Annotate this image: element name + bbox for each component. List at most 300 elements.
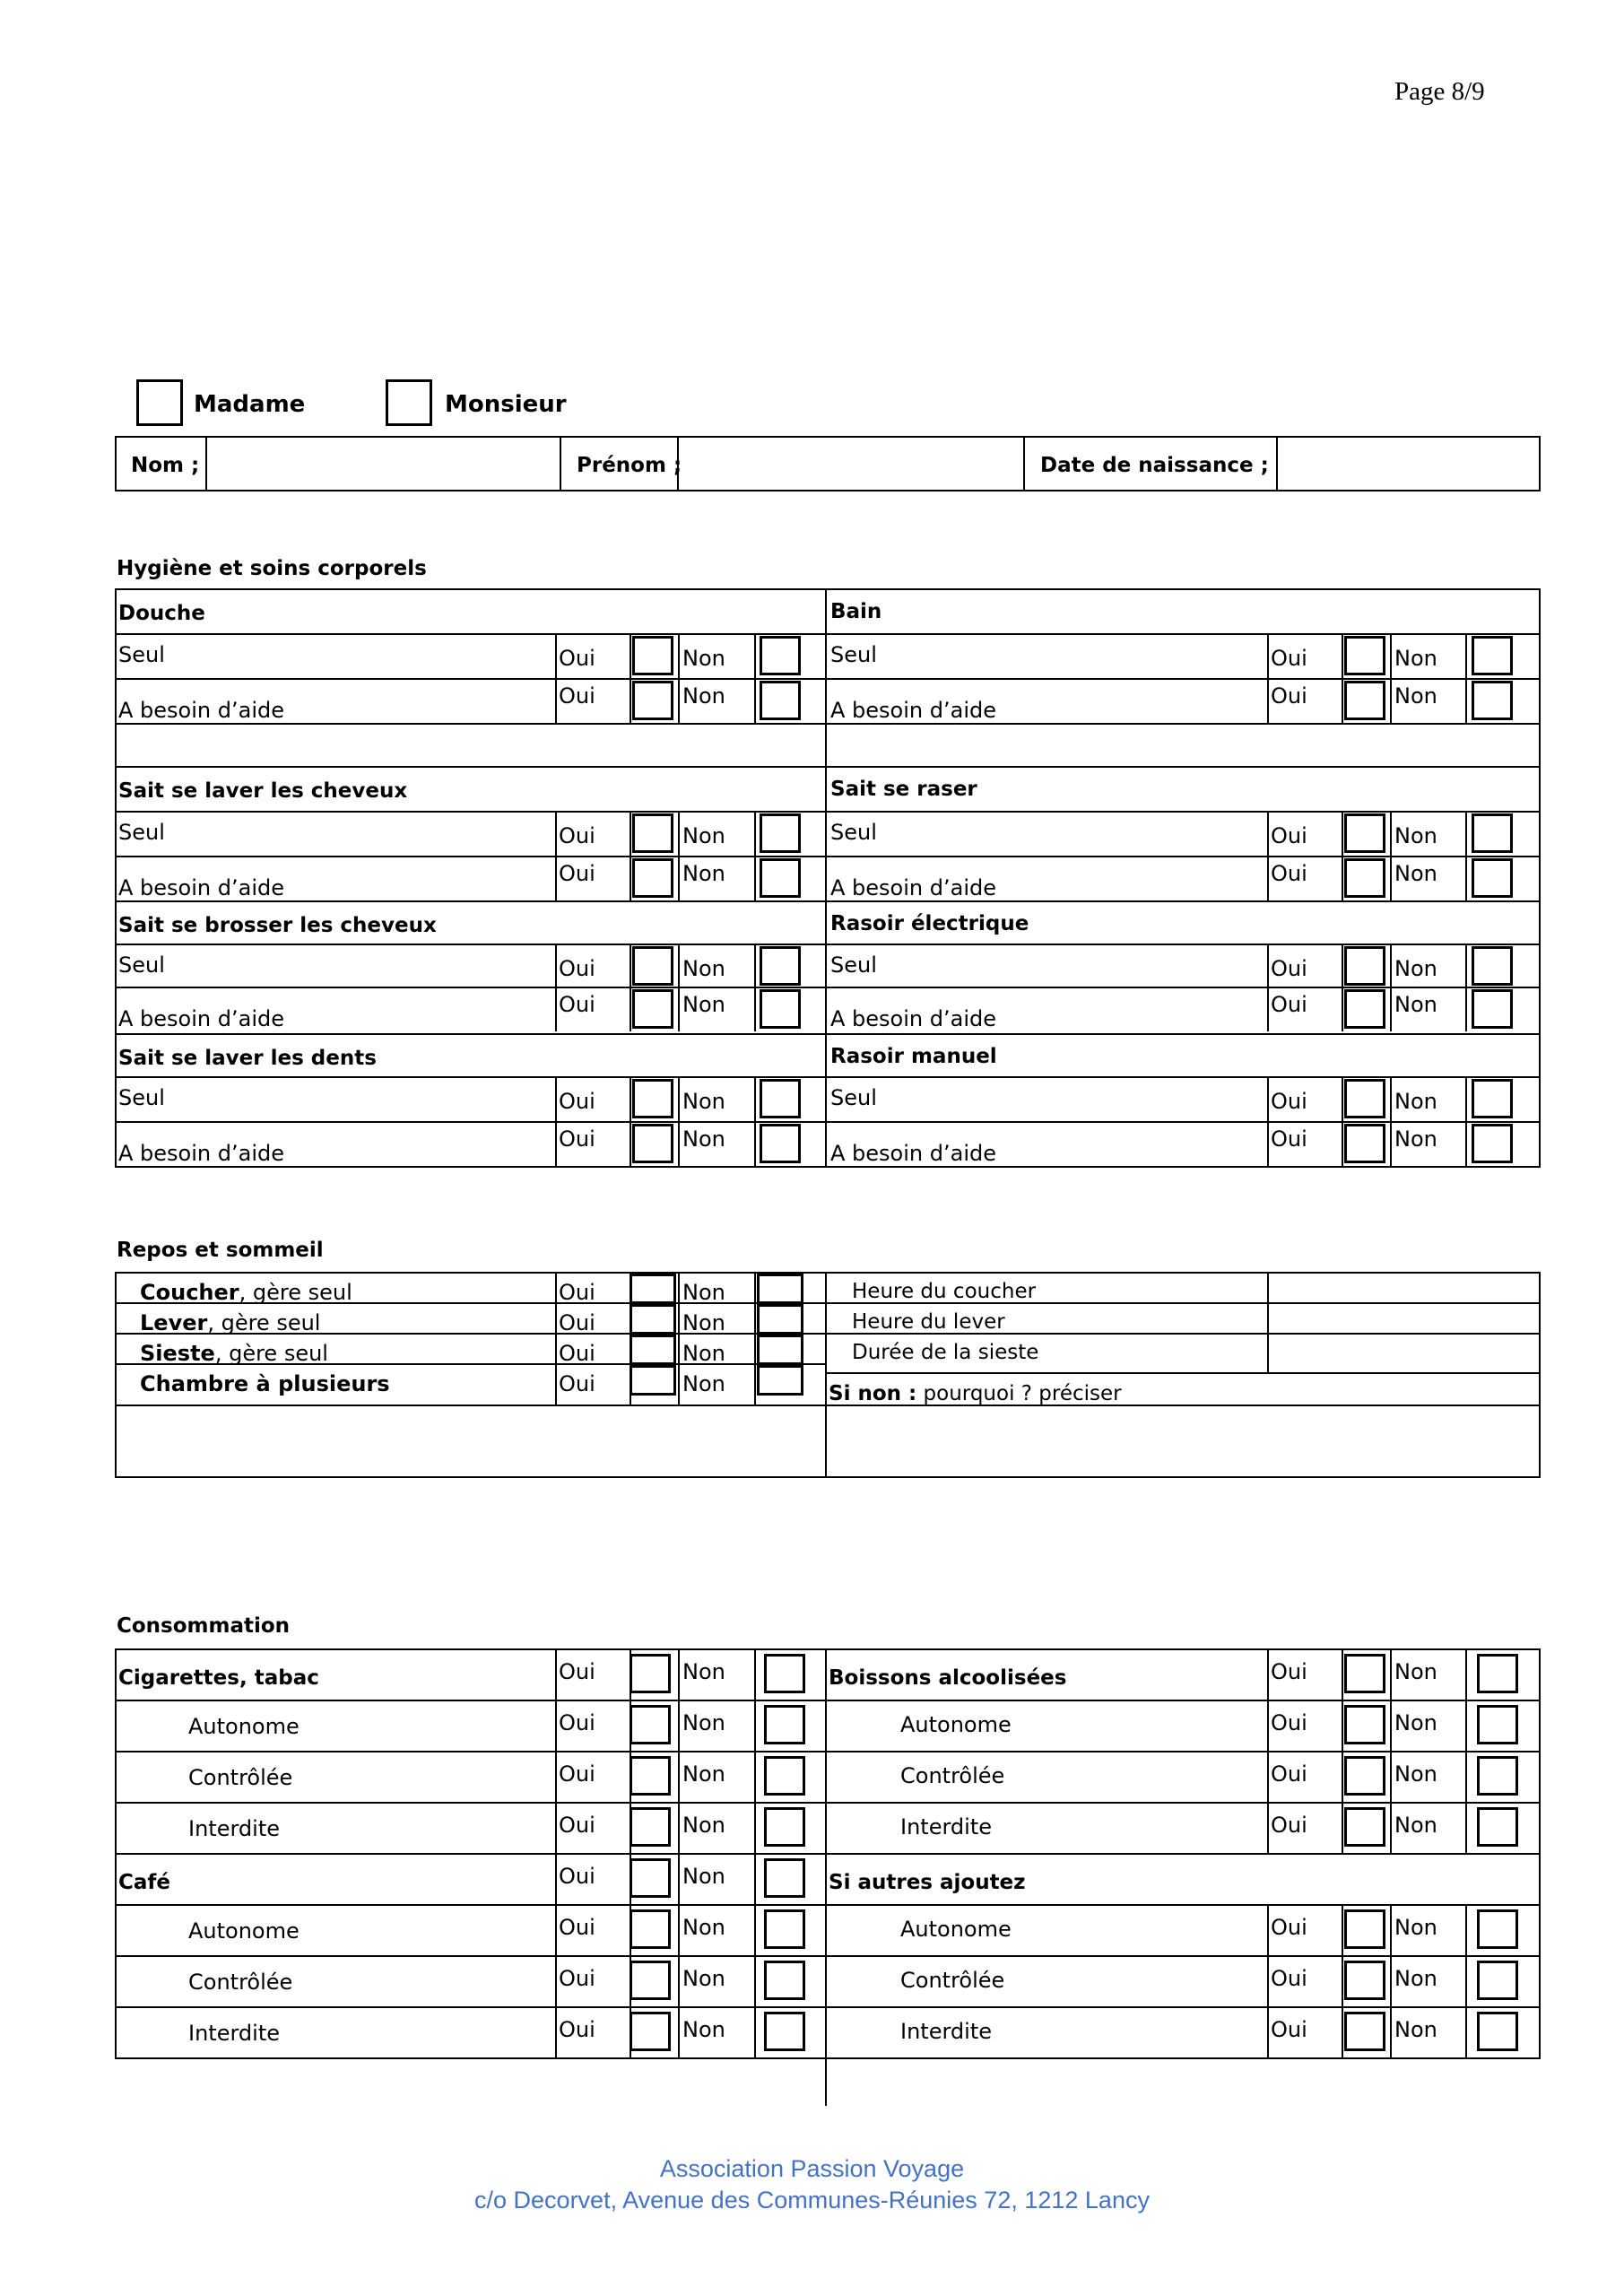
table-border <box>630 1121 631 1166</box>
table-border <box>678 1751 680 1802</box>
table-border <box>630 987 631 1031</box>
alcool-controlee-oui-checkbox[interactable] <box>1344 1756 1385 1796</box>
table-border <box>115 1121 1541 1123</box>
table-border <box>678 1648 680 1700</box>
raser-seul-non-checkbox[interactable] <box>1472 813 1513 853</box>
table-border <box>1267 1121 1269 1166</box>
table-border <box>115 1751 1541 1752</box>
table-border <box>555 678 557 723</box>
table-border <box>115 987 1541 988</box>
alcool-oui-checkbox[interactable] <box>1344 1654 1385 1693</box>
autres-interdite-oui-checkbox[interactable] <box>1344 2012 1385 2051</box>
lever-non-label: Non <box>682 1310 725 1335</box>
table-border <box>555 2006 557 2057</box>
alcool-controlee-non-checkbox[interactable] <box>1477 1756 1518 1796</box>
table-border <box>630 1076 631 1121</box>
rasoir-electrique-besoin-oui-label: Oui <box>1271 992 1307 1017</box>
table-border <box>115 1802 1541 1804</box>
autres-controlee-non-label: Non <box>1394 1966 1437 1991</box>
table-border <box>1465 1648 1467 1700</box>
cigarettes-interdite-oui-label: Oui <box>559 1813 595 1838</box>
madame-label: Madame <box>194 391 306 418</box>
raser-besoin-non-checkbox[interactable] <box>1472 858 1513 898</box>
date-naissance-field[interactable] <box>1280 439 1538 488</box>
brosser-cheveux-besoin-oui-label: Oui <box>559 992 595 1017</box>
monsieur-checkbox[interactable] <box>386 379 432 426</box>
douche-seul-non-label: Non <box>682 646 725 671</box>
duree-sieste-label: Durée de la sieste <box>852 1341 1039 1364</box>
bain-besoin-non-checkbox[interactable] <box>1472 681 1513 720</box>
douche-seul-label: Seul <box>118 642 165 667</box>
bain-besoin-oui-checkbox[interactable] <box>1344 681 1385 720</box>
table-border <box>754 1121 756 1166</box>
autres-autonome-oui-checkbox[interactable] <box>1344 1909 1385 1949</box>
table-border <box>678 1272 680 1405</box>
table-border <box>555 1802 557 1853</box>
cigarettes-autonome-non-checkbox[interactable] <box>764 1705 805 1744</box>
autres-interdite-non-checkbox[interactable] <box>1477 2012 1518 2051</box>
cigarettes-non-checkbox[interactable] <box>764 1654 805 1693</box>
rasoir-electrique-besoin-non-label: Non <box>1394 992 1437 1017</box>
cigarettes-non-label: Non <box>682 1659 725 1684</box>
autres-interdite-non-label: Non <box>1394 2017 1437 2042</box>
table-border <box>115 678 1541 680</box>
table-border <box>555 856 557 900</box>
table-border <box>754 678 756 723</box>
cafe-interdite-non-checkbox[interactable] <box>764 2012 805 2051</box>
date-naissance-label: Date de naissance ; <box>1040 454 1269 477</box>
raser-seul-label: Seul <box>830 820 877 845</box>
coucher-label-bold: Coucher <box>140 1280 239 1305</box>
rasoir-manuel-seul-oui-checkbox[interactable] <box>1344 1079 1385 1118</box>
table-border <box>1465 1751 1467 1802</box>
sieste-non-checkbox[interactable] <box>757 1335 803 1365</box>
table-border <box>555 944 557 987</box>
laver-dents-besoin-oui-label: Oui <box>559 1126 595 1152</box>
cigarettes-controlee-oui-checkbox[interactable] <box>630 1756 671 1796</box>
table-border <box>1390 856 1392 900</box>
hygiene-title: Hygiène et soins corporels <box>117 557 427 580</box>
coucher-oui-checkbox[interactable] <box>630 1274 676 1304</box>
laver-cheveux-besoin-non-checkbox[interactable] <box>760 858 801 898</box>
rasoir-electrique-seul-non-checkbox[interactable] <box>1472 946 1513 986</box>
table-border <box>1342 678 1343 723</box>
table-border <box>115 1405 1541 1406</box>
lever-label <box>140 1310 320 1335</box>
lever-oui-label: Oui <box>559 1310 595 1335</box>
table-border <box>115 900 1541 902</box>
cigarettes-autonome-oui-checkbox[interactable] <box>630 1705 671 1744</box>
table-border <box>1465 1121 1467 1166</box>
alcool-non-label: Non <box>1394 1659 1437 1684</box>
alcool-interdite-oui-label: Oui <box>1271 1813 1307 1838</box>
table-border <box>754 1076 756 1121</box>
rasoir-electrique-seul-non-label: Non <box>1394 956 1437 981</box>
cafe-autonome-non-label: Non <box>682 1915 725 1940</box>
alcool-heading: Boissons alcoolisées <box>829 1666 1067 1690</box>
coucher-label <box>140 1280 352 1305</box>
table-border <box>1465 1076 1467 1121</box>
rasoir-manuel-besoin-oui-checkbox[interactable] <box>1344 1124 1385 1163</box>
brosser-cheveux-besoin-non-label: Non <box>682 992 725 1017</box>
lever-oui-checkbox[interactable] <box>630 1304 676 1335</box>
alcool-non-checkbox[interactable] <box>1477 1654 1518 1693</box>
table-border <box>555 1853 557 1904</box>
cafe-controlee-non-checkbox[interactable] <box>764 1961 805 2000</box>
brosser-cheveux-seul-non-checkbox[interactable] <box>760 946 801 986</box>
cigarettes-oui-checkbox[interactable] <box>630 1654 671 1693</box>
table-border <box>115 944 1541 945</box>
brosser-cheveux-besoin-oui-checkbox[interactable] <box>632 989 673 1029</box>
footer-address: c/o Decorvet, Avenue des Communes-Réunies 72, 1212 Lancy <box>474 2187 1150 2213</box>
sieste-label-rest: , gère seul <box>214 1341 328 1366</box>
raser-seul-non-label: Non <box>1394 823 1437 848</box>
heure-lever-label: Heure du lever <box>852 1310 1005 1334</box>
rasoir-manuel-besoin-oui-label: Oui <box>1271 1126 1307 1152</box>
table-border <box>1465 678 1467 723</box>
heure-lever-field[interactable] <box>1269 1304 1537 1331</box>
raser-besoin-label: A besoin d’aide <box>830 875 996 900</box>
laver-dents-besoin-oui-checkbox[interactable] <box>632 1124 673 1163</box>
bain-seul-non-checkbox[interactable] <box>1472 636 1513 675</box>
douche-seul-oui-checkbox[interactable] <box>632 636 673 675</box>
bain-besoin-non-label: Non <box>1394 683 1437 709</box>
autres-interdite-oui-label: Oui <box>1271 2017 1307 2042</box>
table-border <box>1465 1802 1467 1853</box>
douche-seul-non-checkbox[interactable] <box>760 636 801 675</box>
table-border <box>1267 1076 1269 1121</box>
raser-seul-oui-checkbox[interactable] <box>1344 813 1385 853</box>
cafe-non-label: Non <box>682 1864 725 1889</box>
table-border <box>115 766 1541 768</box>
table-border <box>678 678 680 723</box>
cafe-non-checkbox[interactable] <box>764 1858 805 1898</box>
rasoir-manuel-besoin-non-checkbox[interactable] <box>1472 1124 1513 1163</box>
table-border <box>754 1853 756 1904</box>
alcool-autonome-non-checkbox[interactable] <box>1477 1705 1518 1744</box>
nom-field[interactable] <box>209 439 557 488</box>
laver-cheveux-besoin-oui-label: Oui <box>559 861 595 886</box>
table-border <box>1267 1648 1269 1700</box>
table-border <box>555 1904 557 1955</box>
sieste-label <box>140 1341 328 1366</box>
raser-besoin-non-label: Non <box>1394 861 1437 886</box>
laver-dents-besoin-non-checkbox[interactable] <box>760 1124 801 1163</box>
table-border <box>115 633 1541 635</box>
laver-cheveux-besoin-non-label: Non <box>682 861 725 886</box>
alcool-controlee-label: Contrôlée <box>900 1763 1005 1788</box>
rasoir-manuel-seul-non-label: Non <box>1394 1089 1437 1114</box>
bain-seul-oui-checkbox[interactable] <box>1344 636 1385 675</box>
table-border <box>678 856 680 900</box>
cafe-oui-label: Oui <box>559 1864 595 1889</box>
laver-dents-seul-oui-label: Oui <box>559 1089 595 1114</box>
table-border <box>1342 1076 1343 1121</box>
alcool-interdite-non-checkbox[interactable] <box>1477 1807 1518 1847</box>
table-border <box>555 1076 557 1121</box>
alcool-controlee-non-label: Non <box>1394 1761 1437 1787</box>
table-border <box>825 1648 827 2106</box>
douche-heading: Douche <box>118 602 205 625</box>
autres-heading: Si autres ajoutez <box>829 1871 1026 1894</box>
lever-label-bold: Lever <box>140 1310 208 1335</box>
autres-controlee-non-checkbox[interactable] <box>1477 1961 1518 2000</box>
laver-dents-seul-non-label: Non <box>682 1089 725 1114</box>
table-border <box>1342 1904 1343 1955</box>
table-border <box>754 987 756 1031</box>
cafe-interdite-oui-checkbox[interactable] <box>630 2012 671 2051</box>
bain-seul-oui-label: Oui <box>1271 646 1307 671</box>
brosser-cheveux-heading: Sait se brosser les cheveux <box>118 914 437 937</box>
table-border <box>1465 987 1467 1031</box>
table-border <box>555 1955 557 2006</box>
table-border <box>1342 2006 1343 2057</box>
alcool-autonome-non-label: Non <box>1394 1710 1437 1735</box>
table-border <box>754 633 756 678</box>
laver-cheveux-heading: Sait se laver les cheveux <box>118 779 408 803</box>
table-border <box>678 1121 680 1166</box>
table-border <box>1342 1121 1343 1166</box>
rasoir-electrique-seul-oui-checkbox[interactable] <box>1344 946 1385 986</box>
table-border <box>1267 987 1269 1031</box>
table-border <box>678 633 680 678</box>
table-border <box>1267 2006 1269 2057</box>
table-border <box>630 856 631 900</box>
table-border <box>754 944 756 987</box>
table-border <box>115 1033 1541 1035</box>
laver-dents-besoin-label: A besoin d’aide <box>118 1141 284 1166</box>
laver-dents-seul-label: Seul <box>118 1085 165 1110</box>
cafe-oui-checkbox[interactable] <box>630 1858 671 1898</box>
table-border <box>555 987 557 1031</box>
table-border <box>754 1802 756 1853</box>
page-number: Page 8/9 <box>1394 77 1485 106</box>
rasoir-electrique-seul-label: Seul <box>830 952 877 978</box>
table-border <box>555 1121 557 1166</box>
autres-autonome-non-checkbox[interactable] <box>1477 1909 1518 1949</box>
brosser-cheveux-besoin-label: A besoin d’aide <box>118 1006 284 1031</box>
duree-sieste-field[interactable] <box>1269 1335 1537 1361</box>
rasoir-electrique-seul-oui-label: Oui <box>1271 956 1307 981</box>
table-border <box>1267 856 1269 900</box>
table-border <box>678 987 680 1031</box>
rasoir-electrique-besoin-non-checkbox[interactable] <box>1472 989 1513 1029</box>
table-border <box>115 1476 1541 1478</box>
alcool-interdite-label: Interdite <box>900 1814 992 1839</box>
table-border <box>1342 944 1343 987</box>
rasoir-electrique-heading: Rasoir électrique <box>830 912 1029 935</box>
table-border <box>115 588 1541 590</box>
rasoir-manuel-seul-non-checkbox[interactable] <box>1472 1079 1513 1118</box>
table-border <box>1342 856 1343 900</box>
table-border <box>1342 1700 1343 1751</box>
table-border <box>1390 1648 1392 1700</box>
autres-controlee-oui-checkbox[interactable] <box>1344 1961 1385 2000</box>
douche-besoin-oui-label: Oui <box>559 683 595 709</box>
table-border <box>115 2057 1541 2059</box>
chambre-plusieurs-oui-checkbox[interactable] <box>630 1365 676 1396</box>
cigarettes-interdite-non-checkbox[interactable] <box>764 1807 805 1847</box>
laver-dents-heading: Sait se laver les dents <box>118 1047 377 1070</box>
table-border <box>1390 678 1392 723</box>
autres-controlee-oui-label: Oui <box>1271 1966 1307 1991</box>
cigarettes-controlee-non-checkbox[interactable] <box>764 1756 805 1796</box>
lever-label-rest: , gère seul <box>207 1310 321 1335</box>
table-border <box>754 811 756 856</box>
rasoir-manuel-heading: Rasoir manuel <box>830 1045 997 1068</box>
laver-cheveux-besoin-oui-checkbox[interactable] <box>632 858 673 898</box>
cigarettes-interdite-oui-checkbox[interactable] <box>630 1807 671 1847</box>
table-border <box>1390 1076 1392 1121</box>
bain-seul-non-label: Non <box>1394 646 1437 671</box>
table-border <box>754 1904 756 1955</box>
table-border <box>115 1166 1541 1168</box>
cigarettes-autonome-non-label: Non <box>682 1710 725 1735</box>
table-border <box>115 1700 1541 1701</box>
table-border <box>115 811 1541 813</box>
table-border <box>754 2006 756 2057</box>
sieste-non-label: Non <box>682 1341 725 1366</box>
table-border <box>555 1751 557 1802</box>
cafe-autonome-non-checkbox[interactable] <box>764 1909 805 1949</box>
table-border <box>1267 1904 1269 1955</box>
table-border <box>754 1272 756 1405</box>
table-border <box>1390 1121 1392 1166</box>
table-border <box>555 1272 557 1405</box>
raser-besoin-oui-label: Oui <box>1271 861 1307 886</box>
rasoir-manuel-besoin-non-label: Non <box>1394 1126 1437 1152</box>
rasoir-electrique-besoin-label: A besoin d’aide <box>830 1006 996 1031</box>
laver-cheveux-seul-oui-checkbox[interactable] <box>632 813 673 853</box>
bain-seul-label: Seul <box>830 642 877 667</box>
cafe-controlee-non-label: Non <box>682 1966 725 1991</box>
cigarettes-controlee-non-label: Non <box>682 1761 725 1787</box>
sieste-oui-checkbox[interactable] <box>630 1335 676 1365</box>
table-border <box>1267 1802 1269 1853</box>
madame-checkbox[interactable] <box>136 379 183 426</box>
chambre-plusieurs-oui-label: Oui <box>559 1371 595 1396</box>
alcool-interdite-non-label: Non <box>1394 1813 1437 1838</box>
cigarettes-heading: Cigarettes, tabac <box>118 1666 319 1690</box>
coucher-oui-label: Oui <box>559 1280 595 1305</box>
alcool-interdite-oui-checkbox[interactable] <box>1344 1807 1385 1847</box>
table-border <box>825 1372 1541 1374</box>
table-border <box>115 1076 1541 1078</box>
si-non-field[interactable] <box>118 1408 1537 1474</box>
table-border <box>678 1904 680 1955</box>
table-border <box>1342 1751 1343 1802</box>
table-border <box>825 588 827 1166</box>
si-non-bold: Si non : <box>829 1382 917 1405</box>
table-border <box>678 811 680 856</box>
table-border <box>754 856 756 900</box>
table-border <box>555 811 557 856</box>
table-border <box>1267 1751 1269 1802</box>
table-border <box>115 1853 1541 1855</box>
alcool-controlee-oui-label: Oui <box>1271 1761 1307 1787</box>
raser-besoin-oui-checkbox[interactable] <box>1344 858 1385 898</box>
table-border <box>678 2006 680 2057</box>
table-border <box>1390 633 1392 678</box>
table-border <box>1342 1648 1343 1700</box>
table-border <box>754 1955 756 2006</box>
si-non-label <box>829 1382 1122 1405</box>
table-border <box>1267 678 1269 723</box>
cigarettes-oui-label: Oui <box>559 1659 595 1684</box>
table-border <box>1390 1904 1392 1955</box>
table-border <box>1342 1955 1343 2006</box>
table-border <box>678 1802 680 1853</box>
laver-cheveux-seul-non-label: Non <box>682 823 725 848</box>
table-border <box>1342 1802 1343 1853</box>
table-border <box>1390 811 1392 856</box>
chambre-plusieurs-label-bold: Chambre à plusieurs <box>140 1371 390 1396</box>
laver-dents-seul-non-checkbox[interactable] <box>760 1079 801 1118</box>
table-border <box>555 633 557 678</box>
footer-association: Association Passion Voyage <box>659 2155 965 2182</box>
heure-coucher-field[interactable] <box>1269 1274 1537 1300</box>
cigarettes-autonome-label: Autonome <box>188 1714 300 1739</box>
si-non-rest: pourquoi ? préciser <box>916 1382 1122 1405</box>
lever-non-checkbox[interactable] <box>757 1304 803 1335</box>
douche-besoin-non-checkbox[interactable] <box>760 681 801 720</box>
cafe-autonome-oui-checkbox[interactable] <box>630 1909 671 1949</box>
laver-dents-seul-oui-checkbox[interactable] <box>632 1079 673 1118</box>
coucher-non-checkbox[interactable] <box>757 1274 803 1304</box>
laver-cheveux-besoin-label: A besoin d’aide <box>118 875 284 900</box>
cafe-interdite-non-label: Non <box>682 2017 725 2042</box>
brosser-cheveux-seul-oui-checkbox[interactable] <box>632 946 673 986</box>
raser-seul-oui-label: Oui <box>1271 823 1307 848</box>
laver-dents-besoin-non-label: Non <box>682 1126 725 1152</box>
table-border <box>630 944 631 987</box>
cigarettes-controlee-oui-label: Oui <box>559 1761 595 1787</box>
table-border <box>678 1955 680 2006</box>
douche-besoin-oui-checkbox[interactable] <box>632 681 673 720</box>
table-border <box>115 723 1541 725</box>
laver-cheveux-seul-label: Seul <box>118 820 165 845</box>
table-border <box>1342 633 1343 678</box>
chambre-plusieurs-non-checkbox[interactable] <box>757 1365 803 1396</box>
table-border <box>1465 2006 1467 2057</box>
bain-besoin-oui-label: Oui <box>1271 683 1307 709</box>
laver-cheveux-seul-non-checkbox[interactable] <box>760 813 801 853</box>
table-border <box>630 811 631 856</box>
table-border <box>1390 1802 1392 1853</box>
brosser-cheveux-besoin-non-checkbox[interactable] <box>760 989 801 1029</box>
cigarettes-controlee-label: Contrôlée <box>188 1765 293 1790</box>
table-border <box>630 633 631 678</box>
table-border <box>115 1904 1541 1906</box>
alcool-autonome-label: Autonome <box>900 1712 1012 1737</box>
table-border <box>1390 944 1392 987</box>
table-border <box>754 1648 756 1700</box>
rasoir-electrique-besoin-oui-checkbox[interactable] <box>1344 989 1385 1029</box>
table-border <box>115 588 117 1166</box>
autres-controlee-label: Contrôlée <box>900 1968 1005 1993</box>
raser-heading: Sait se raser <box>830 778 977 801</box>
rasoir-manuel-seul-oui-label: Oui <box>1271 1089 1307 1114</box>
alcool-autonome-oui-checkbox[interactable] <box>1344 1705 1385 1744</box>
table-border <box>1390 1700 1392 1751</box>
rasoir-manuel-seul-label: Seul <box>830 1085 877 1110</box>
table-border <box>115 1955 1541 1957</box>
cafe-controlee-oui-checkbox[interactable] <box>630 1961 671 2000</box>
heure-coucher-label: Heure du coucher <box>852 1280 1037 1303</box>
prenom-field[interactable] <box>681 439 1021 488</box>
table-border <box>1267 1955 1269 2006</box>
coucher-non-label: Non <box>682 1280 725 1305</box>
